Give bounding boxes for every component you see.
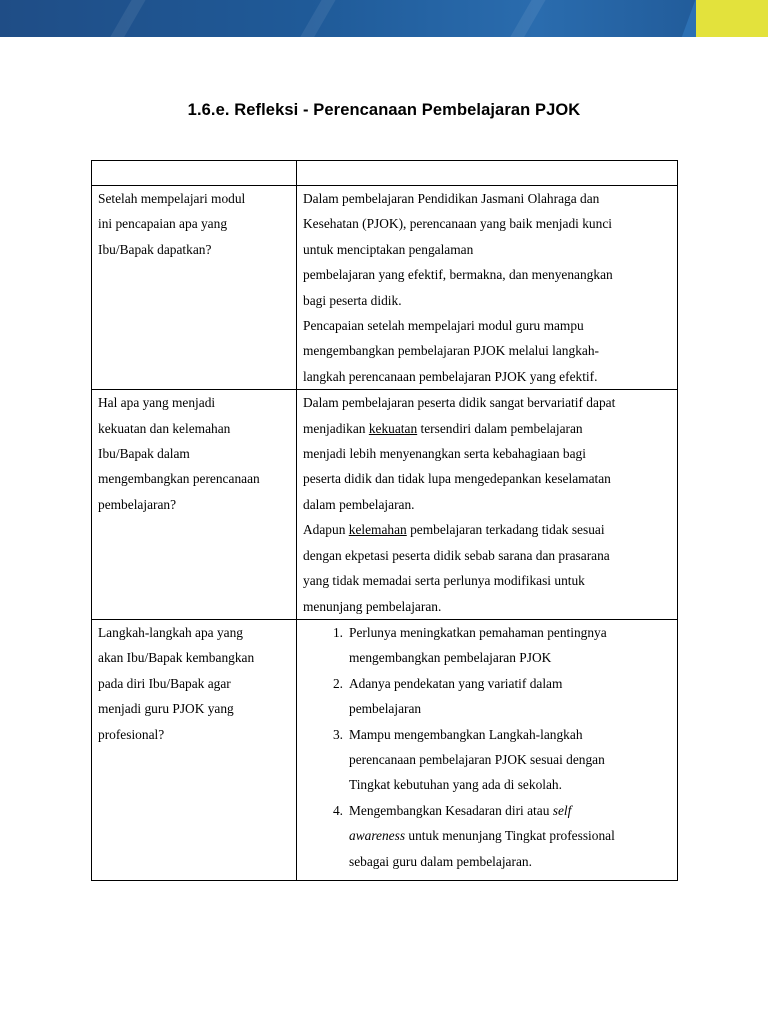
question-line: pada diri Ibu/Bapak agar [98, 675, 231, 691]
header-banner [0, 0, 768, 37]
table-row [92, 619, 678, 880]
list-number: 1. [332, 624, 343, 640]
list-number: 2. [332, 675, 343, 691]
answer-line: Dalam pembelajaran Pendidikan Jasmani Olahraga dan [303, 191, 600, 206]
list-item [303, 798, 673, 874]
answer-line: untuk menciptakan pengalaman [303, 241, 474, 257]
answer-line: Kesehatan (PJOK), perencanaan yang baik menjadi kunci [303, 216, 612, 232]
list-text [349, 671, 673, 722]
question-cell [92, 390, 297, 620]
question-line: Ibu/Bapak dapatkan? [98, 241, 212, 257]
reflection-table [91, 160, 678, 881]
italic-term: awareness [349, 828, 406, 844]
header-cell [92, 161, 297, 186]
question-line: akan Ibu/Bapak kembangkan [98, 650, 255, 666]
list-text [349, 722, 673, 798]
answer-cell [297, 186, 678, 390]
answer-line [349, 823, 673, 848]
answer-line: peserta didik dan tidak lupa mengedepankan keselamatan [303, 471, 611, 487]
banner-stripe [103, 0, 152, 37]
answer-line [349, 798, 673, 823]
answer-cell [297, 390, 678, 620]
answer-cell [297, 619, 678, 880]
question-cell [92, 186, 297, 390]
steps-list [303, 620, 673, 880]
question-line: Hal apa yang menjadi [98, 395, 216, 411]
answer-line: yang tidak memadai serta perlunya modifikasi untuk [303, 573, 585, 589]
underlined-term: kelemahan [348, 522, 407, 538]
banner-yellow-block [696, 0, 768, 37]
header-cell [297, 161, 678, 186]
question-line: kekuatan dan kelemahan [98, 420, 231, 436]
question-line: profesional? [98, 726, 165, 742]
text-fragment: tersendiri dalam pembelajaran [417, 420, 583, 436]
list-text [349, 620, 673, 671]
answer-line [303, 517, 673, 542]
table-row [92, 390, 678, 620]
question-line: menjadi guru PJOK yang [98, 701, 234, 717]
answer-line: pembelajaran yang efektif, bermakna, dan menyenangkan [303, 267, 613, 283]
text-fragment: Mengembangkan Kesadaran diri atau [349, 802, 553, 818]
answer-line: sebagai guru dalam pembelajaran. [349, 853, 532, 869]
banner-stripe [503, 0, 552, 37]
list-number: 4. [332, 802, 343, 818]
list-item [303, 671, 673, 722]
page-title: 1.6.e. Refleksi - Perencanaan Pembelajaran PJOK [187, 101, 581, 119]
answer-line: Adanya pendekatan yang variatif dalam [349, 675, 563, 691]
question-line: mengembangkan perencanaan [98, 471, 260, 487]
list-text [349, 798, 673, 874]
answer-line: dalam pembelajaran. [303, 496, 415, 512]
text-fragment: menjadikan [303, 420, 369, 436]
table-row [92, 186, 678, 390]
answer-line: menunjang pembelajaran. [303, 598, 442, 614]
question-cell [92, 619, 297, 880]
answer-line: pembelajaran [349, 701, 422, 717]
text-fragment: Adapun [303, 522, 349, 538]
answer-line: Pencapaian setelah mempelajari modul guru mampu [303, 318, 584, 334]
answer-line: bagi peserta didik. [303, 292, 402, 308]
question-line: pembelajaran? [98, 496, 177, 512]
answer-line [303, 416, 673, 441]
answer-line: menjadi lebih menyenangkan serta kebahagiaan bagi [303, 446, 586, 462]
answer-line: dengan ekpetasi peserta didik sebab sarana dan prasarana [303, 547, 610, 563]
banner-stripe [293, 0, 342, 37]
table-header-row [92, 161, 678, 186]
question-line: Ibu/Bapak dalam [98, 446, 190, 462]
answer-line: Tingkat kebutuhan yang ada di sekolah. [349, 777, 562, 793]
question-line: Langkah-langkah apa yang [98, 624, 244, 640]
text-fragment: pembelajaran terkadang tidak sesuai [406, 522, 605, 538]
answer-line: Perlunya meningkatkan pemahaman pentingnya [349, 624, 607, 640]
answer-line: perencanaan pembelajaran PJOK sesuai dengan [349, 751, 605, 767]
answer-line: mengembangkan pembelajaran PJOK [349, 650, 552, 666]
underlined-term: kekuatan [368, 420, 418, 436]
question-line: ini pencapaian apa yang [98, 216, 228, 232]
text-fragment: untuk menunjang Tingkat professional [405, 828, 615, 844]
answer-line: Dalam pembelajaran peserta didik sangat bervariatif dapat [303, 395, 616, 411]
list-number: 3. [332, 726, 343, 742]
italic-term: self [552, 802, 572, 818]
answer-line: Mampu mengembangkan Langkah-langkah [349, 726, 583, 742]
list-item [303, 722, 673, 798]
list-item [303, 620, 673, 671]
question-line: Setelah mempelajari modul [98, 191, 246, 206]
answer-line: mengembangkan pembelajaran PJOK melalui langkah- [303, 343, 599, 359]
answer-line: langkah perencanaan pembelajaran PJOK yang efektif. [303, 368, 598, 384]
